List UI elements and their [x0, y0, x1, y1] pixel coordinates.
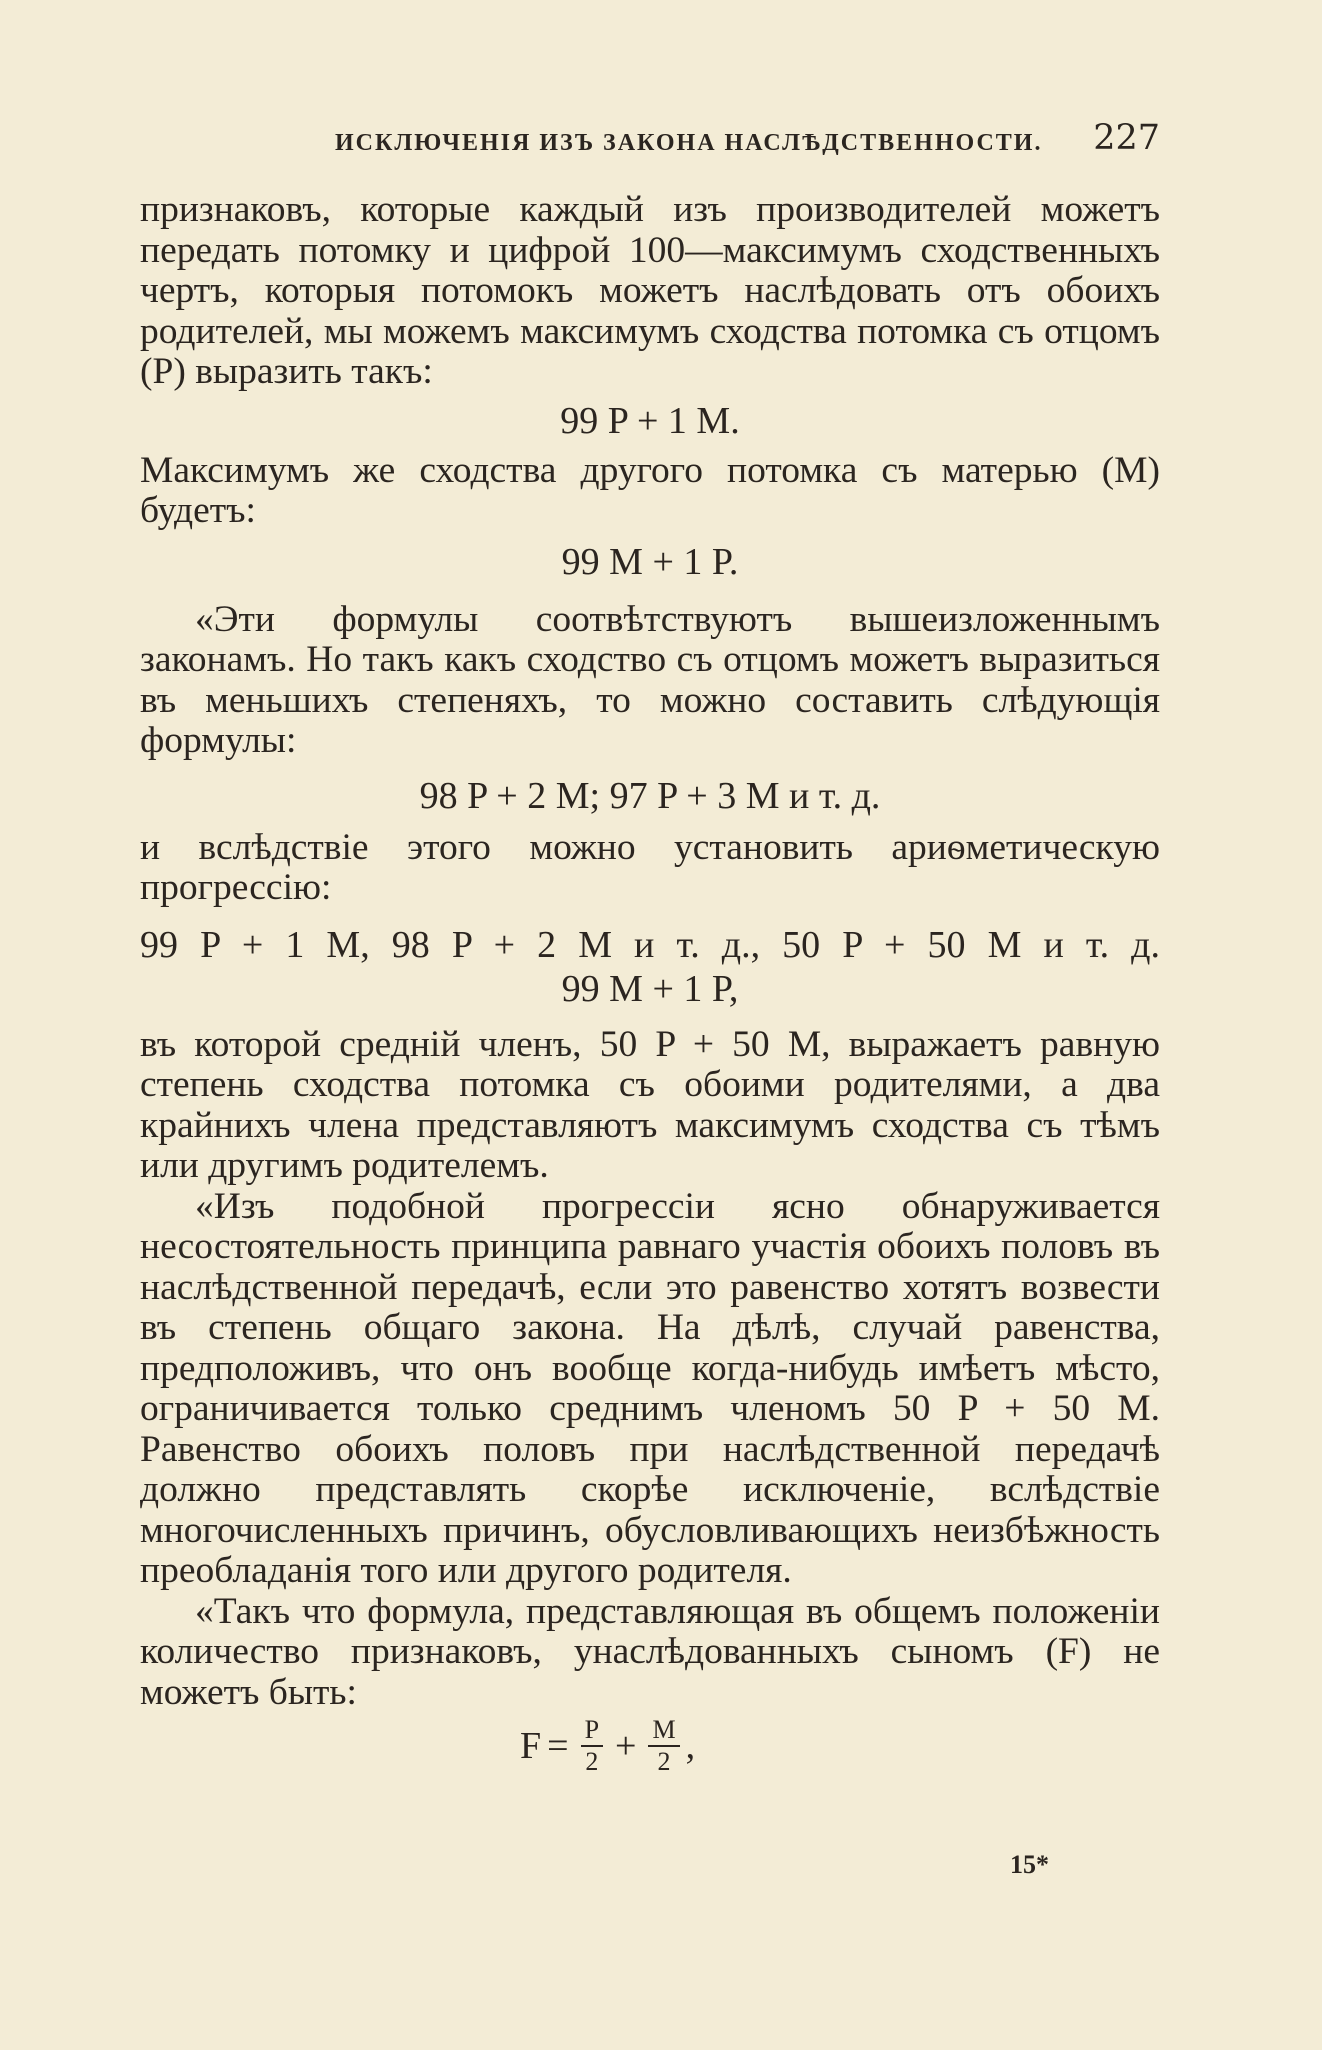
paragraph: признаковъ, которые каждый изъ производителей можетъ передать потомку и цифрой 100—максимумъ сходственныхъ чертъ, которыя потомокъ можетъ наслѣдовать отъ обоихъ родителей, мы можемъ максимумъ сходства потомка съ отцомъ (P) выразить такъ:: [140, 189, 1160, 392]
formula: 99 P + 1 M.: [560, 399, 740, 442]
paragraph: и вслѣдствіе этого можно установить ариѳметическую прогрессію:: [140, 826, 1160, 908]
paragraph: Максимумъ же сходства другого потомка съ матерью (M) будетъ:: [140, 449, 1160, 531]
signature-mark: 15*: [1010, 1850, 1049, 1879]
paragraph: «Изъ подобной прогрессіи ясно обнаруживается несостоятельность принципа равнаго участія обоихъ половъ въ наслѣдственной передачѣ, если это равенство хотятъ возвести въ степень общаго закона. На дѣлѣ, случай равенства, предположивъ, что онъ вообще когда-нибудь имѣетъ мѣсто, ограничивается только среднимъ членомъ 50 P + 50 M. Равенство обоихъ половъ при наслѣдственной передачѣ должно представлять скорѣе исключеніе, вслѣдствіе многочисленныхъ причинъ, обусловливающихъ неизбѣжность преобладанія того или другого родителя.: [140, 1185, 1160, 1591]
running-head: ИСКЛЮЧЕНІЯ ИЗЪ ЗАКОНА НАСЛѢДСТВЕННОСТИ.: [335, 130, 1043, 156]
page-number: 227: [1093, 118, 1160, 158]
formula-lhs: F: [520, 1724, 542, 1767]
paragraph: въ которой средній членъ, 50 P + 50 M, выражаетъ равную степень сходства потомка съ обоими родителями, а два крайнихъ члена представляютъ максимумъ сходства съ тѣмъ или другимъ родителемъ.: [140, 1023, 1160, 1186]
formula-trailing-comma: ,: [685, 1724, 696, 1767]
paragraph: «Эти формулы соотвѣтствуютъ вышеизложеннымъ законамъ. Но такъ какъ сходство съ отцомъ можетъ выразиться въ меньшихъ степеняхъ, то можно составить слѣдующія формулы:: [140, 598, 1160, 761]
formula: 99 M + 1 P.: [561, 540, 739, 583]
plus-sign: +: [615, 1724, 637, 1767]
fraction-formula: [140, 1715, 1160, 1787]
progression-line: 99 P + 1 M, 98 P + 2 M и т. д., 50 P + 50 M и т. д.: [140, 923, 1160, 966]
fraction: [581, 1715, 603, 1777]
body-text: [140, 190, 1160, 1787]
paragraph: «Такъ что формула, представляющая въ общемъ положеніи количество признаковъ, унаслѣдованныхъ сыномъ (F) не можетъ быть:: [140, 1590, 1160, 1713]
denominator: 2: [657, 1747, 671, 1776]
progression-line: 99 M + 1 P,: [561, 967, 739, 1010]
fraction: [648, 1715, 679, 1777]
formula: 98 P + 2 M; 97 P + 3 M и т. д.: [419, 774, 881, 817]
numerator: P: [581, 1715, 603, 1747]
equals-sign: =: [547, 1724, 569, 1767]
denominator: 2: [585, 1747, 599, 1776]
page-header: [140, 118, 1160, 158]
numerator: M: [648, 1715, 679, 1747]
